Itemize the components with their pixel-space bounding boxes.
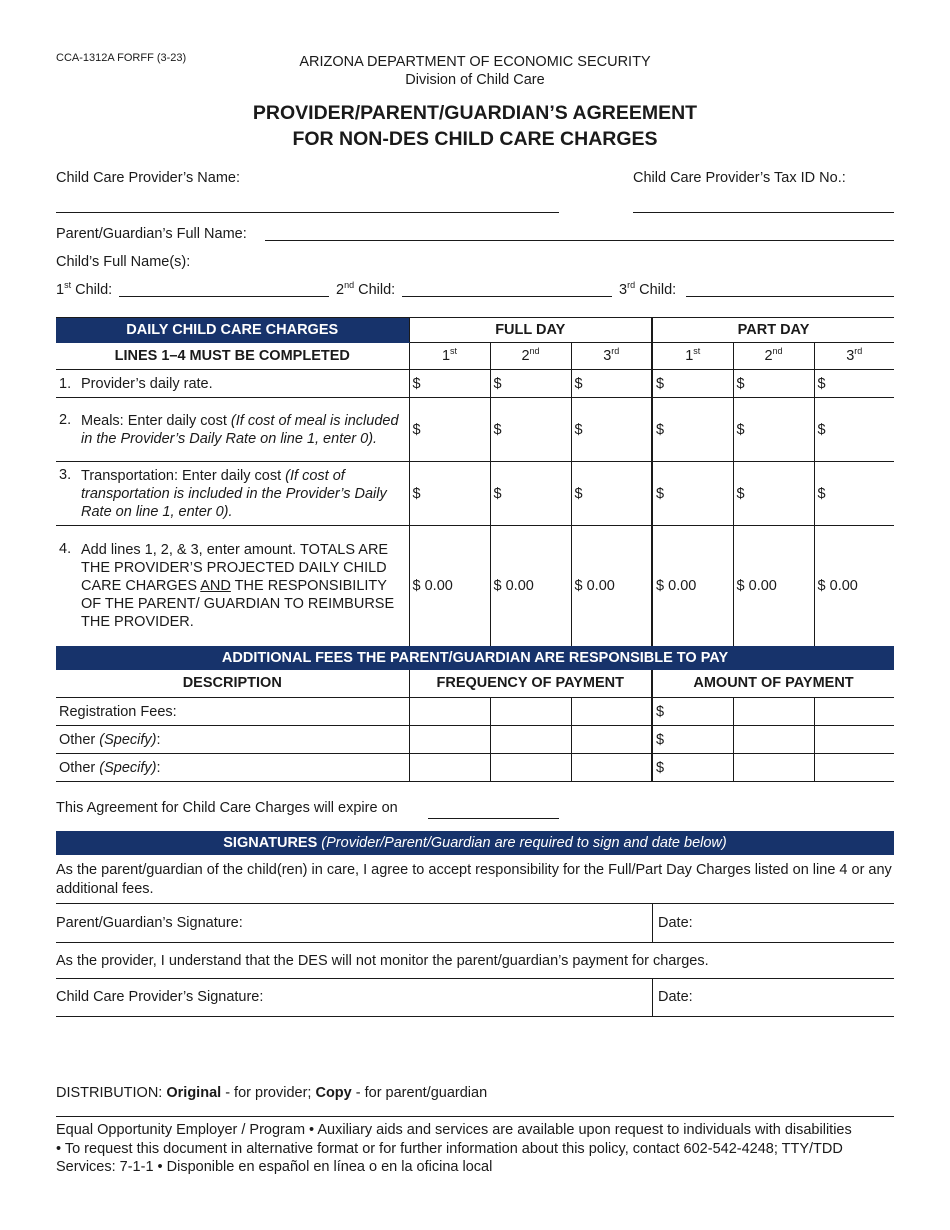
line-2-row [56, 398, 894, 462]
fee-amount-2-3[interactable] [814, 726, 894, 754]
divider [652, 979, 653, 1016]
description-heading: DESCRIPTION [56, 670, 409, 698]
line-3-part-2[interactable]: $ [733, 462, 814, 526]
line-3-label: 3. Transportation: Enter daily cost (If cost of transportation is included in the Provider’s Daily Rate on line 1, enter 0). [56, 462, 409, 526]
signatures-heading: SIGNATURES (Provider/Parent/Guardian are required to sign and date below) [56, 831, 894, 855]
fee-amount-1-3[interactable] [814, 698, 894, 726]
daily-charges-heading: DAILY CHILD CARE CHARGES [56, 318, 409, 343]
line-4-row [56, 526, 894, 646]
tax-id-field[interactable] [633, 212, 894, 213]
expire-label: This Agreement for Child Care Charges will expire on [56, 800, 398, 816]
line-1-full-2[interactable]: $ [490, 370, 571, 398]
line-4-full-1[interactable]: $ 0.00 [409, 526, 490, 646]
line-2-full-1[interactable]: $ [409, 398, 490, 462]
agency-header [0, 53, 950, 89]
col-part-2: 2nd [733, 343, 814, 370]
fee-freq-1-1[interactable] [409, 698, 490, 726]
line-2-full-2[interactable]: $ [490, 398, 571, 462]
col-part-3: 3rd [814, 343, 894, 370]
footer-divider [56, 1116, 894, 1117]
line-3-full-1[interactable]: $ [409, 462, 490, 526]
footer-text: Equal Opportunity Employer / Program • Auxiliary aids and services are available upon request to individuals with disabilities • To request this document in alternative format or for further information about this policy, contact 602-542-4248; TTY/TDD Services: 7-1-1 • Disponible en español en línea o en la oficina local [56, 1122, 852, 1175]
other-fee-label-1: Other (Specify): [56, 726, 409, 754]
fee-row-other-2 [56, 754, 894, 782]
line-3-full-2[interactable]: $ [490, 462, 571, 526]
charges-table [56, 317, 894, 782]
line-2-part-3[interactable]: $ [814, 398, 894, 462]
line-4-part-3[interactable]: $ 0.00 [814, 526, 894, 646]
line-1-row [56, 370, 894, 398]
fee-freq-3-1[interactable] [409, 754, 490, 782]
line-1-full-1[interactable]: $ [409, 370, 490, 398]
line-1-full-3[interactable]: $ [571, 370, 652, 398]
parent-signature-label: Parent/Guardian’s Signature: [56, 915, 243, 931]
frequency-heading: FREQUENCY OF PAYMENT [409, 670, 652, 698]
provider-signature-label: Child Care Provider’s Signature: [56, 989, 264, 1005]
parent-date-label: Date: [658, 915, 693, 931]
line-2-part-2[interactable]: $ [733, 398, 814, 462]
col-full-2: 2nd [490, 343, 571, 370]
line-1-part-3[interactable]: $ [814, 370, 894, 398]
agency-name: ARIZONA DEPARTMENT OF ECONOMIC SECURITY [299, 54, 651, 70]
form-title [0, 100, 950, 152]
fee-amount-1-2[interactable] [733, 698, 814, 726]
fee-amount-3-2[interactable] [733, 754, 814, 782]
line-1-label: 1. Provider’s daily rate. [56, 370, 409, 398]
parent-statement: As the parent/guardian of the child(ren) in care, I agree to accept responsibility for the Full/Part Day Charges listed on line 4 or any additional fees. [56, 862, 892, 897]
full-day-heading: FULL DAY [409, 318, 652, 343]
provider-name-field[interactable] [56, 212, 559, 213]
line-1-part-2[interactable]: $ [733, 370, 814, 398]
parent-signature-row [56, 903, 894, 943]
fee-freq-2-1[interactable] [409, 726, 490, 754]
child-2-label: 2nd Child: [336, 280, 396, 298]
provider-name-label: Child Care Provider’s Name: [56, 170, 241, 186]
line-2-full-3[interactable]: $ [571, 398, 652, 462]
lines-required-heading: LINES 1–4 MUST BE COMPLETED [56, 343, 409, 370]
part-day-heading: PART DAY [652, 318, 894, 343]
fee-freq-1-2[interactable] [490, 698, 571, 726]
registration-fees-label: Registration Fees: [56, 698, 409, 726]
tax-id-label: Child Care Provider’s Tax ID No.: [633, 170, 846, 186]
child-1-field[interactable] [119, 296, 329, 297]
fee-amount-3-1[interactable]: $ [652, 754, 733, 782]
distribution-note: DISTRIBUTION: Original - for provider; Copy - for parent/guardian [56, 1085, 488, 1101]
line-1-part-1[interactable]: $ [652, 370, 733, 398]
fee-amount-3-3[interactable] [814, 754, 894, 782]
fee-row-registration [56, 698, 894, 726]
fee-freq-2-2[interactable] [490, 726, 571, 754]
line-3-part-3[interactable]: $ [814, 462, 894, 526]
children-label: Child’s Full Name(s): [56, 254, 191, 270]
parent-name-label: Parent/Guardian’s Full Name: [56, 226, 247, 242]
line-4-part-1[interactable]: $ 0.00 [652, 526, 733, 646]
line-2-part-1[interactable]: $ [652, 398, 733, 462]
line-2-label: 2. Meals: Enter daily cost (If cost of meal is included in the Provider’s Daily Rate on line 1, enter 0). [56, 398, 409, 462]
line-4-full-3[interactable]: $ 0.00 [571, 526, 652, 646]
additional-fees-heading: ADDITIONAL FEES THE PARENT/GUARDIAN ARE RESPONSIBLE TO PAY [56, 646, 894, 670]
line-4-part-2[interactable]: $ 0.00 [733, 526, 814, 646]
col-full-3: 3rd [571, 343, 652, 370]
expire-date-field[interactable] [428, 818, 559, 819]
fee-amount-2-1[interactable]: $ [652, 726, 733, 754]
other-fee-label-2: Other (Specify): [56, 754, 409, 782]
title-line-1: PROVIDER/PARENT/GUARDIAN’S AGREEMENT [252, 102, 698, 124]
fee-freq-1-3[interactable] [571, 698, 652, 726]
line-4-full-2[interactable]: $ 0.00 [490, 526, 571, 646]
fee-freq-2-3[interactable] [571, 726, 652, 754]
col-part-1: 1st [652, 343, 733, 370]
amount-heading: AMOUNT OF PAYMENT [652, 670, 894, 698]
provider-statement: As the provider, I understand that the DES will not monitor the parent/guardian’s payment for charges. [56, 953, 709, 969]
child-1-label: 1st Child: [56, 280, 113, 298]
form-number: CCA-1312A FORFF (3-23) [56, 52, 187, 64]
col-full-1: 1st [409, 343, 490, 370]
parent-name-field[interactable] [265, 240, 894, 241]
divider [652, 904, 653, 942]
division-name: Division of Child Care [405, 72, 545, 88]
fee-row-other-1 [56, 726, 894, 754]
provider-date-label: Date: [658, 989, 693, 1005]
fee-amount-2-2[interactable] [733, 726, 814, 754]
fee-freq-3-3[interactable] [571, 754, 652, 782]
child-2-field[interactable] [402, 296, 612, 297]
line-4-label: 4. Add lines 1, 2, & 3, enter amount. TOTALS ARE THE PROVIDER’S PROJECTED DAILY CHILD CARE CHARGES AND THE RESPONSIBILITY OF THE PARENT/ GUARDIAN TO REIMBURSE THE PROVIDER. [59, 540, 395, 630]
child-3-label: 3rd Child: [619, 280, 677, 298]
provider-signature-row [56, 978, 894, 1017]
fee-freq-3-2[interactable] [490, 754, 571, 782]
line-3-part-1[interactable]: $ [652, 462, 733, 526]
line-3-full-3[interactable]: $ [571, 462, 652, 526]
child-3-field[interactable] [686, 296, 894, 297]
fee-amount-1-1[interactable]: $ [652, 698, 733, 726]
line-3-row [56, 462, 894, 526]
title-line-2: FOR NON-DES CHILD CARE CHARGES [292, 128, 658, 150]
